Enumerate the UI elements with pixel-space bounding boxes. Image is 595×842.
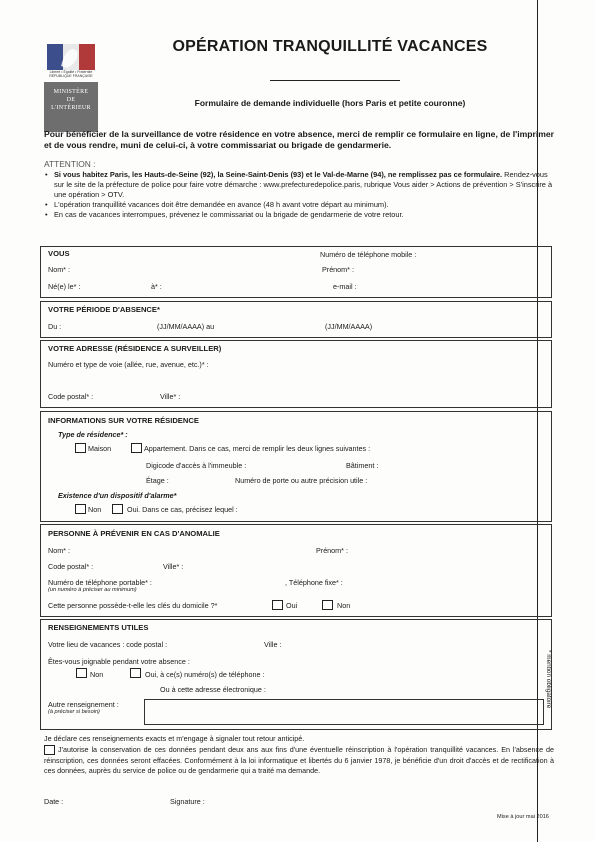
nom-label: Nom* : xyxy=(48,265,70,274)
etage-label: Étage : xyxy=(146,476,169,485)
contact-nom-label: Nom* : xyxy=(48,546,70,555)
marianne-flag-icon xyxy=(47,44,95,70)
attention-rest: Rendez-vous sur le site de la préfecture de police pour faire votre démarche : www.prefecturedepolice.paris, rubrique Vous aider > Actions de prévention > S'inscrire à une opération > OTV. xyxy=(54,170,553,199)
keys-question: Cette personne possède-t-elle les clés du domicile ?* xyxy=(48,601,218,610)
vacation-cp-label: Votre lieu de vacances : code postal : xyxy=(48,640,168,649)
alarm-oui-checkbox[interactable] xyxy=(112,504,123,514)
reachable-email-label: Ou à cette adresse électronique : xyxy=(160,685,266,694)
section-heading: INFORMATIONS SUR VOTRE RÉSIDENCE xyxy=(48,416,199,425)
reachable-oui-checkbox[interactable] xyxy=(130,668,141,678)
section-heading: VOUS xyxy=(48,249,70,258)
ministry-line: DE xyxy=(66,97,76,103)
keys-oui-label: Oui xyxy=(286,601,298,610)
contact-portable-label: Numéro de téléphone portable* : xyxy=(48,578,152,587)
appartement-label: Appartement. Dans ce cas, merci de remplir les deux lignes suivantes : xyxy=(144,444,371,453)
mandatory-note: * mention obligatoire xyxy=(545,650,552,709)
maison-label: Maison xyxy=(88,444,112,453)
city-label: Ville* : xyxy=(160,392,181,401)
reachable-question: Êtes-vous joignable pendant votre absence : xyxy=(48,657,190,666)
porte-label: Numéro de porte ou autre précision utile : xyxy=(235,476,368,485)
ministry-line: L'INTÉRIEUR xyxy=(51,105,91,111)
birthdate-label: Né(e) le* : xyxy=(48,282,81,291)
section-heading: VOTRE PÉRIODE D'ABSENCE* xyxy=(48,305,160,314)
ministry-box xyxy=(44,82,98,132)
contact-prenom-label: Prénom* : xyxy=(316,546,348,555)
vacation-ville-label: Ville : xyxy=(264,640,282,649)
date-from-label: Du : xyxy=(48,322,62,331)
attention-item: • En cas de vacances interrompues, prévenez le commissariat ou la brigade de gendarmerie de votre retour. xyxy=(44,210,556,220)
attention-list xyxy=(44,170,556,220)
section-vous xyxy=(40,246,552,298)
mobile-label: Numéro de téléphone mobile : xyxy=(320,250,417,259)
intro-text: Pour bénéficier de la surveillance de votre résidence en votre absence, merci de remplir ce formulaire en ligne, de l'imprimer et de vous rendre, muni de celui-ci, à votre commissariat ou brigade de gendarmerie. xyxy=(44,129,554,150)
appartement-checkbox[interactable] xyxy=(131,443,142,453)
section-heading: RENSEIGNEMENTS UTILES xyxy=(48,623,149,632)
keys-non-checkbox[interactable] xyxy=(322,600,333,610)
email-label: e-mail : xyxy=(333,282,357,291)
attention-item xyxy=(44,170,556,200)
version-label: Mise à jour mai 2016 xyxy=(497,814,549,820)
attention-item: • L'opération tranquillité vacances doit être demandée en avance (48 h avant votre départ au minimum). xyxy=(44,200,556,210)
maison-checkbox[interactable] xyxy=(75,443,86,453)
reachable-non-checkbox[interactable] xyxy=(76,668,87,678)
alarm-non-label: Non xyxy=(88,505,102,514)
alarm-non-checkbox[interactable] xyxy=(75,504,86,514)
date-format-2: (JJ/MM/AAAA) xyxy=(325,322,373,331)
other-info-label: Autre renseignement : xyxy=(48,700,119,709)
section-heading: VOTRE ADRESSE (RÉSIDENCE A SURVEILLER) xyxy=(48,344,222,353)
other-info-field[interactable] xyxy=(144,699,544,725)
digicode-label: Digicode d'accès à l'immeuble : xyxy=(146,461,247,470)
date-format-1: (JJ/MM/AAAA) au xyxy=(157,322,215,331)
batiment-label: Bâtiment : xyxy=(346,461,379,470)
reachable-non-label: Non xyxy=(90,670,104,679)
consent-text: J'autorise la conservation de ces données pendant deux ans aux fins d'une éventuelle réinscription à l'opération tranquillité vacances. En l'absence de réinscription, ces données seront effacées. Conformément à la loi informatique et libertés du 6 janvier 1978, je bénéficie d'un droit d'accès et de rectification à ces données, auprès du service de police ou de gendarmerie qui a traité ma demande. xyxy=(44,745,554,775)
section-heading: PERSONNE À PRÉVENIR EN CAS D'ANOMALIE xyxy=(48,529,220,538)
alarm-oui-label: Oui. Dans ce cas, précisez lequel : xyxy=(127,505,238,514)
page-subtitle: Formulaire de demande individuelle (hors Paris et petite couronne) xyxy=(194,98,466,108)
keys-oui-checkbox[interactable] xyxy=(272,600,283,610)
residence-type-label: Type de résidence* : xyxy=(58,430,128,439)
birthplace-label: à* : xyxy=(151,282,162,291)
contact-ville-label: Ville* : xyxy=(163,562,184,571)
contact-portable-note: (un numéro à préciser au minimum) xyxy=(48,587,137,593)
ministry-line: MINISTÈRE xyxy=(53,89,89,95)
street-label: Numéro et type de voie (allée, rue, avenue, etc.)* : xyxy=(48,360,209,369)
date-label: Date : xyxy=(44,797,64,806)
ministry-logo xyxy=(44,42,98,132)
attention-bold: Si vous habitez Paris, les Hauts-de-Seine (92), la Seine-Saint-Denis (93) et le Val-de-Marne (94), ne remplissez pas ce formulaire. xyxy=(54,170,503,179)
declaration-text: Je déclare ces renseignements exacts et m'engage à signaler tout retour anticipé. xyxy=(44,734,305,743)
keys-non-label: Non xyxy=(337,601,351,610)
alarm-label: Existence d'un dispositif d'alarme* xyxy=(58,491,177,500)
title-divider xyxy=(270,80,400,81)
republique-label: Liberté • Égalité • Fraternité RÉPUBLIQUE FRANÇAISE xyxy=(49,70,93,78)
postal-code-label: Code postal* : xyxy=(48,392,94,401)
contact-cp-label: Code postal* : xyxy=(48,562,94,571)
page-title: OPÉRATION TRANQUILLITÉ VACANCES xyxy=(172,38,488,55)
other-info-note: (à préciser si besoin) xyxy=(48,709,100,715)
contact-fixe-label: , Téléphone fixe* : xyxy=(285,578,343,587)
prenom-label: Prénom* : xyxy=(322,265,354,274)
attention-label: ATTENTION : xyxy=(44,159,96,169)
signature-label: Signature : xyxy=(170,797,205,806)
reachable-oui-label: Oui, à ce(s) numéro(s) de téléphone : xyxy=(145,670,265,679)
